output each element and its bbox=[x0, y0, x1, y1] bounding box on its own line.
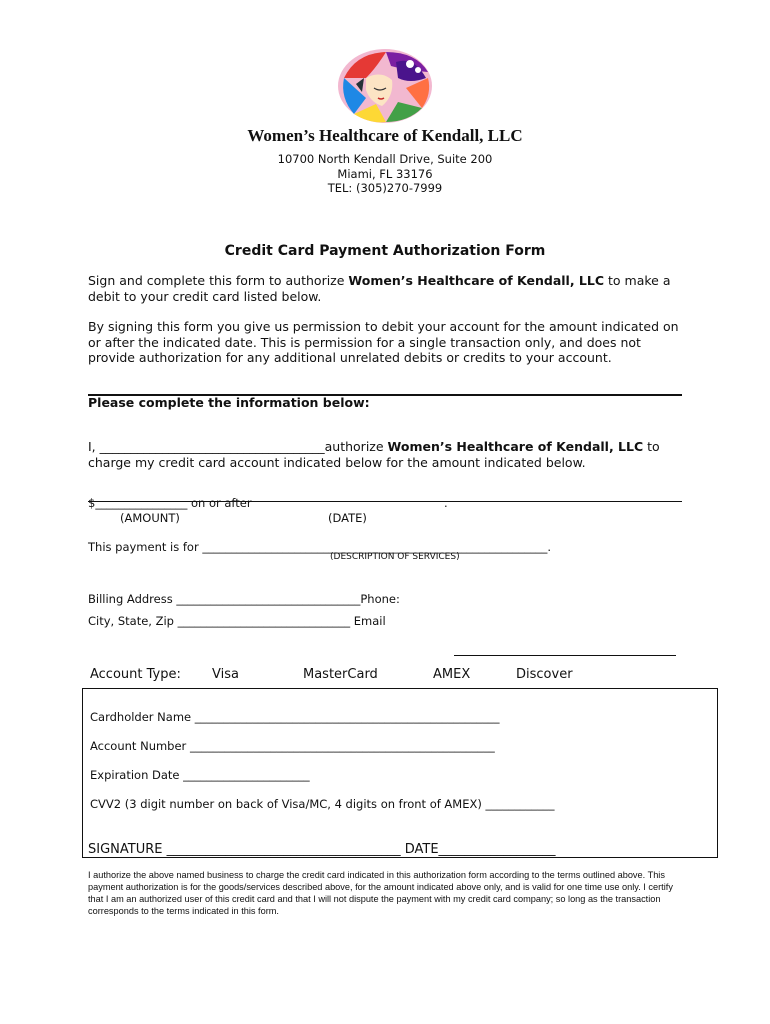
card-type-mastercard[interactable]: MasterCard bbox=[303, 667, 378, 682]
card-type-amex[interactable]: AMEX bbox=[433, 667, 471, 682]
payment-description-line[interactable]: This payment is for ____________________________________________________________. bbox=[88, 540, 552, 554]
authorization-statement: I, ____________________________________authorize Women’s Healthcare of Kendall, LLC to charge my credit card account indicated below for the amount indicated below. bbox=[88, 439, 660, 470]
form-title: Credit Card Payment Authorization Form bbox=[224, 243, 546, 259]
account-number-line[interactable]: Account Number _____________________________________________________ bbox=[90, 739, 495, 753]
cvv-line[interactable]: CVV2 (3 digit number on back of Visa/MC, 4 digits on front of AMEX) ____________ bbox=[90, 797, 555, 811]
date-period: . bbox=[444, 496, 448, 510]
authorization-disclaimer: I authorize the above named business to charge the credit card indicated in this authorization form according to the terms outlined above. This payment authorization is for the goods/services described above, for the amount indicated above only, and is valid for one time use only. I certify that I am an authorized user of this credit card and that I will not dispute the payment with my credit card company; so long as the transaction corresponds to the terms indicated in this form. bbox=[88, 870, 673, 916]
description-label: (DESCRIPTION OF SERVICES) bbox=[330, 552, 460, 562]
section-heading: Please complete the information below: bbox=[88, 395, 370, 410]
company-name: Women’s Healthcare of Kendall, LLC bbox=[247, 126, 523, 145]
billing-address-line[interactable]: Billing Address ________________________________Phone: bbox=[88, 592, 400, 606]
amount-line[interactable]: $________________ on or after bbox=[88, 496, 252, 510]
city-state-zip-line[interactable]: City, State, Zip ______________________________ Email bbox=[88, 614, 386, 628]
card-type-discover[interactable]: Discover bbox=[516, 667, 573, 682]
cardholder-name-line[interactable]: Cardholder Name _____________________________________________________ bbox=[90, 710, 500, 724]
account-type-label: Account Type: bbox=[90, 667, 181, 682]
email-rule bbox=[454, 655, 676, 656]
signature-date-line[interactable]: SIGNATURE ____________________________________ DATE__________________ bbox=[88, 842, 556, 857]
intro-paragraph: Sign and complete this form to authorize Women’s Healthcare of Kendall, LLC to make a debit to your credit card listed below. bbox=[88, 273, 671, 304]
address-line-2: Miami, FL 33176 bbox=[337, 167, 433, 181]
date-label: (DATE) bbox=[328, 511, 367, 525]
phone-number: TEL: (305)270-7999 bbox=[327, 181, 443, 195]
card-type-visa[interactable]: Visa bbox=[212, 667, 239, 682]
expiration-date-line[interactable]: Expiration Date ______________________ bbox=[90, 768, 310, 782]
permission-paragraph: By signing this form you give us permission to debit your account for the amount indicated on or after the indicated date. This is permission for a single transaction only, and does not provide authorization for any additional unrelated debits or credits to your account. bbox=[88, 319, 679, 365]
address-line-1: 10700 North Kendall Drive, Suite 200 bbox=[277, 152, 493, 166]
amount-label: (AMOUNT) bbox=[120, 511, 180, 525]
company-logo bbox=[336, 48, 434, 124]
amount-date-rule bbox=[88, 501, 682, 502]
